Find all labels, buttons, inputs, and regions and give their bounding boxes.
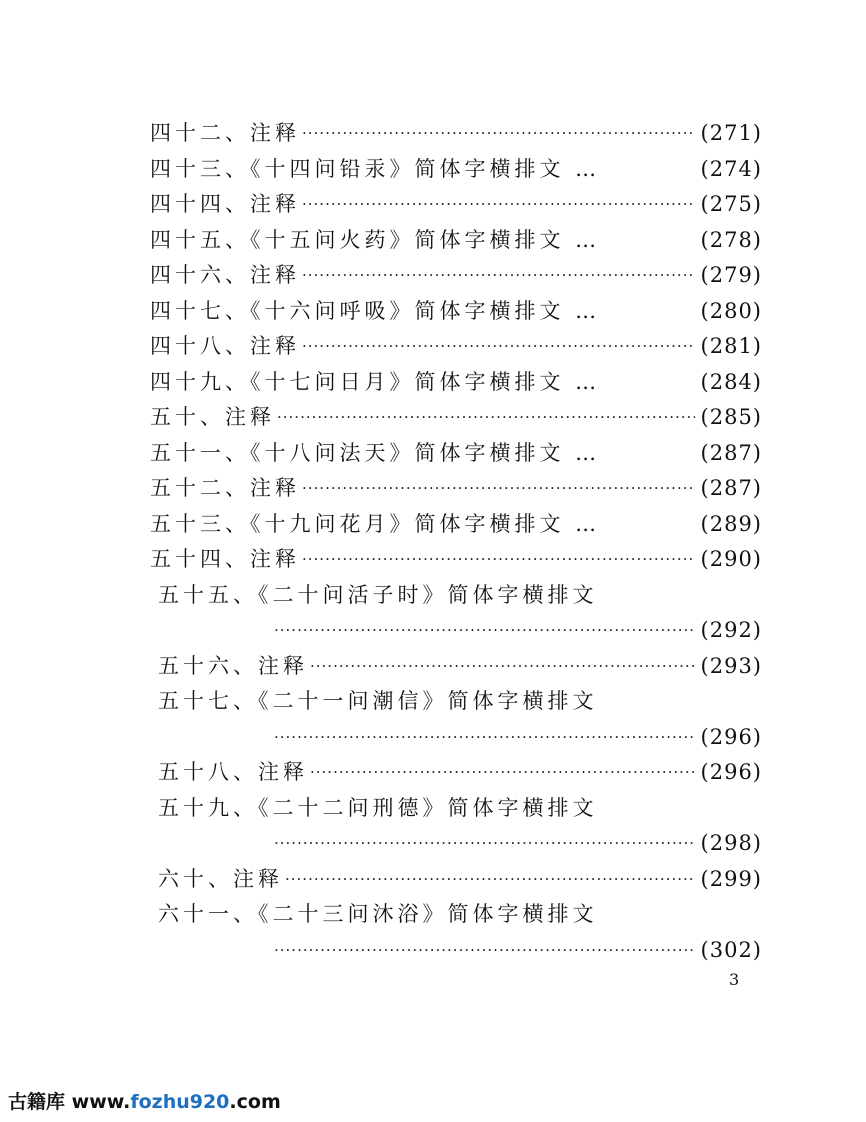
toc-entry-page: (296)	[700, 724, 762, 749]
leader-dots	[274, 826, 695, 862]
table-of-contents	[150, 116, 762, 968]
site-watermark	[8, 1087, 281, 1114]
toc-entry	[150, 187, 762, 223]
toc-entry-heading	[150, 578, 762, 614]
toc-entry-continuation	[150, 613, 762, 649]
toc-entry-title: 五十九、《二十二问刑德》简体字横排文	[158, 795, 598, 820]
toc-entry-title: 五十八、注释	[158, 760, 308, 784]
page-number: 3	[729, 970, 740, 989]
toc-entry-title: 五十三、《十九问花月》简体字横排文 …	[150, 511, 601, 536]
toc-entry-title: 六十一、《二十三问沐浴》简体字横排文	[158, 902, 598, 926]
leader-dots	[302, 187, 695, 223]
toc-entry	[150, 116, 762, 152]
toc-entry-page: (287)	[700, 440, 762, 465]
toc-entry	[150, 542, 762, 578]
leader-dots	[302, 542, 695, 578]
toc-entry-continuation	[150, 933, 762, 969]
toc-entry-title: 四十二、注释	[150, 121, 300, 145]
url-highlight: fozhu920	[130, 1091, 230, 1113]
toc-entry-page: (290)	[700, 547, 762, 571]
toc-entry-page: (285)	[700, 405, 762, 429]
toc-entry	[150, 365, 762, 401]
toc-entry-title: 四十八、注释	[150, 334, 300, 358]
toc-entry	[150, 294, 762, 330]
toc-entry-page: (302)	[700, 937, 762, 962]
toc-entry	[150, 152, 762, 188]
toc-entry-title: 五十七、《二十一问潮信》简体字横排文	[158, 689, 598, 713]
toc-entry-title: 四十六、注释	[150, 263, 300, 287]
toc-entry	[150, 507, 762, 543]
toc-entry-title: 五十二、注释	[150, 476, 300, 500]
toc-entry-heading	[150, 897, 762, 933]
toc-entry	[150, 471, 762, 507]
leader-dots	[274, 933, 695, 969]
toc-entry-page: (284)	[700, 369, 762, 394]
toc-entry-page: (274)	[700, 156, 762, 181]
leader-dots	[302, 329, 695, 365]
url-suffix: .com	[229, 1091, 281, 1113]
site-name: 古籍库	[8, 1091, 66, 1113]
toc-entry	[150, 258, 762, 294]
toc-entry-page: (281)	[700, 334, 762, 358]
toc-entry-continuation	[150, 826, 762, 862]
toc-entry-page: (271)	[700, 121, 762, 145]
toc-entry	[150, 862, 762, 898]
toc-entry-title: 四十九、《十七问日月》简体字横排文 …	[150, 369, 601, 394]
toc-entry-page: (280)	[700, 298, 762, 323]
toc-entry-title: 五十六、注释	[158, 653, 308, 678]
toc-entry-page: (293)	[700, 653, 762, 678]
toc-entry-page: (289)	[700, 511, 762, 536]
leader-dots	[285, 862, 695, 898]
toc-entry-page: (278)	[700, 227, 762, 252]
toc-entry-page: (296)	[700, 760, 762, 784]
toc-entry-page: (287)	[700, 476, 762, 500]
toc-entry-page: (299)	[700, 866, 762, 891]
toc-entry	[150, 223, 762, 259]
toc-entry-title: 四十四、注释	[150, 192, 300, 216]
leader-dots	[274, 720, 695, 756]
toc-entry-title: 四十七、《十六问呼吸》简体字横排文 …	[150, 298, 601, 323]
toc-entry-continuation	[150, 720, 762, 756]
toc-entry-title: 五十五、《二十问活子时》简体字横排文	[158, 582, 598, 607]
toc-entry-page: (275)	[700, 192, 762, 216]
toc-entry-heading	[150, 791, 762, 827]
toc-entry	[150, 329, 762, 365]
toc-entry-title: 四十五、《十五问火药》简体字横排文 …	[150, 227, 601, 252]
toc-entry	[150, 400, 762, 436]
leader-dots	[310, 755, 695, 791]
toc-entry-page: (292)	[700, 618, 762, 642]
toc-entry	[150, 755, 762, 791]
leader-dots	[302, 258, 695, 294]
toc-entry-title: 五十、注释	[150, 405, 275, 429]
toc-entry	[150, 649, 762, 685]
toc-entry-title: 六十、注释	[158, 866, 283, 891]
site-url[interactable]	[72, 1091, 281, 1113]
toc-entry-heading	[150, 684, 762, 720]
leader-dots	[310, 649, 695, 685]
toc-entry-title: 五十一、《十八问法天》简体字横排文 …	[150, 440, 601, 465]
toc-entry-page: (279)	[700, 263, 762, 287]
toc-entry-page: (298)	[700, 831, 762, 855]
leader-dots	[302, 471, 695, 507]
toc-entry-title: 四十三、《十四问铅汞》简体字横排文 …	[150, 156, 601, 181]
leader-dots	[274, 613, 695, 649]
toc-entry	[150, 436, 762, 472]
url-prefix: www.	[71, 1091, 131, 1113]
toc-entry-title: 五十四、注释	[150, 547, 300, 571]
leader-dots	[302, 116, 695, 152]
leader-dots	[277, 400, 695, 436]
